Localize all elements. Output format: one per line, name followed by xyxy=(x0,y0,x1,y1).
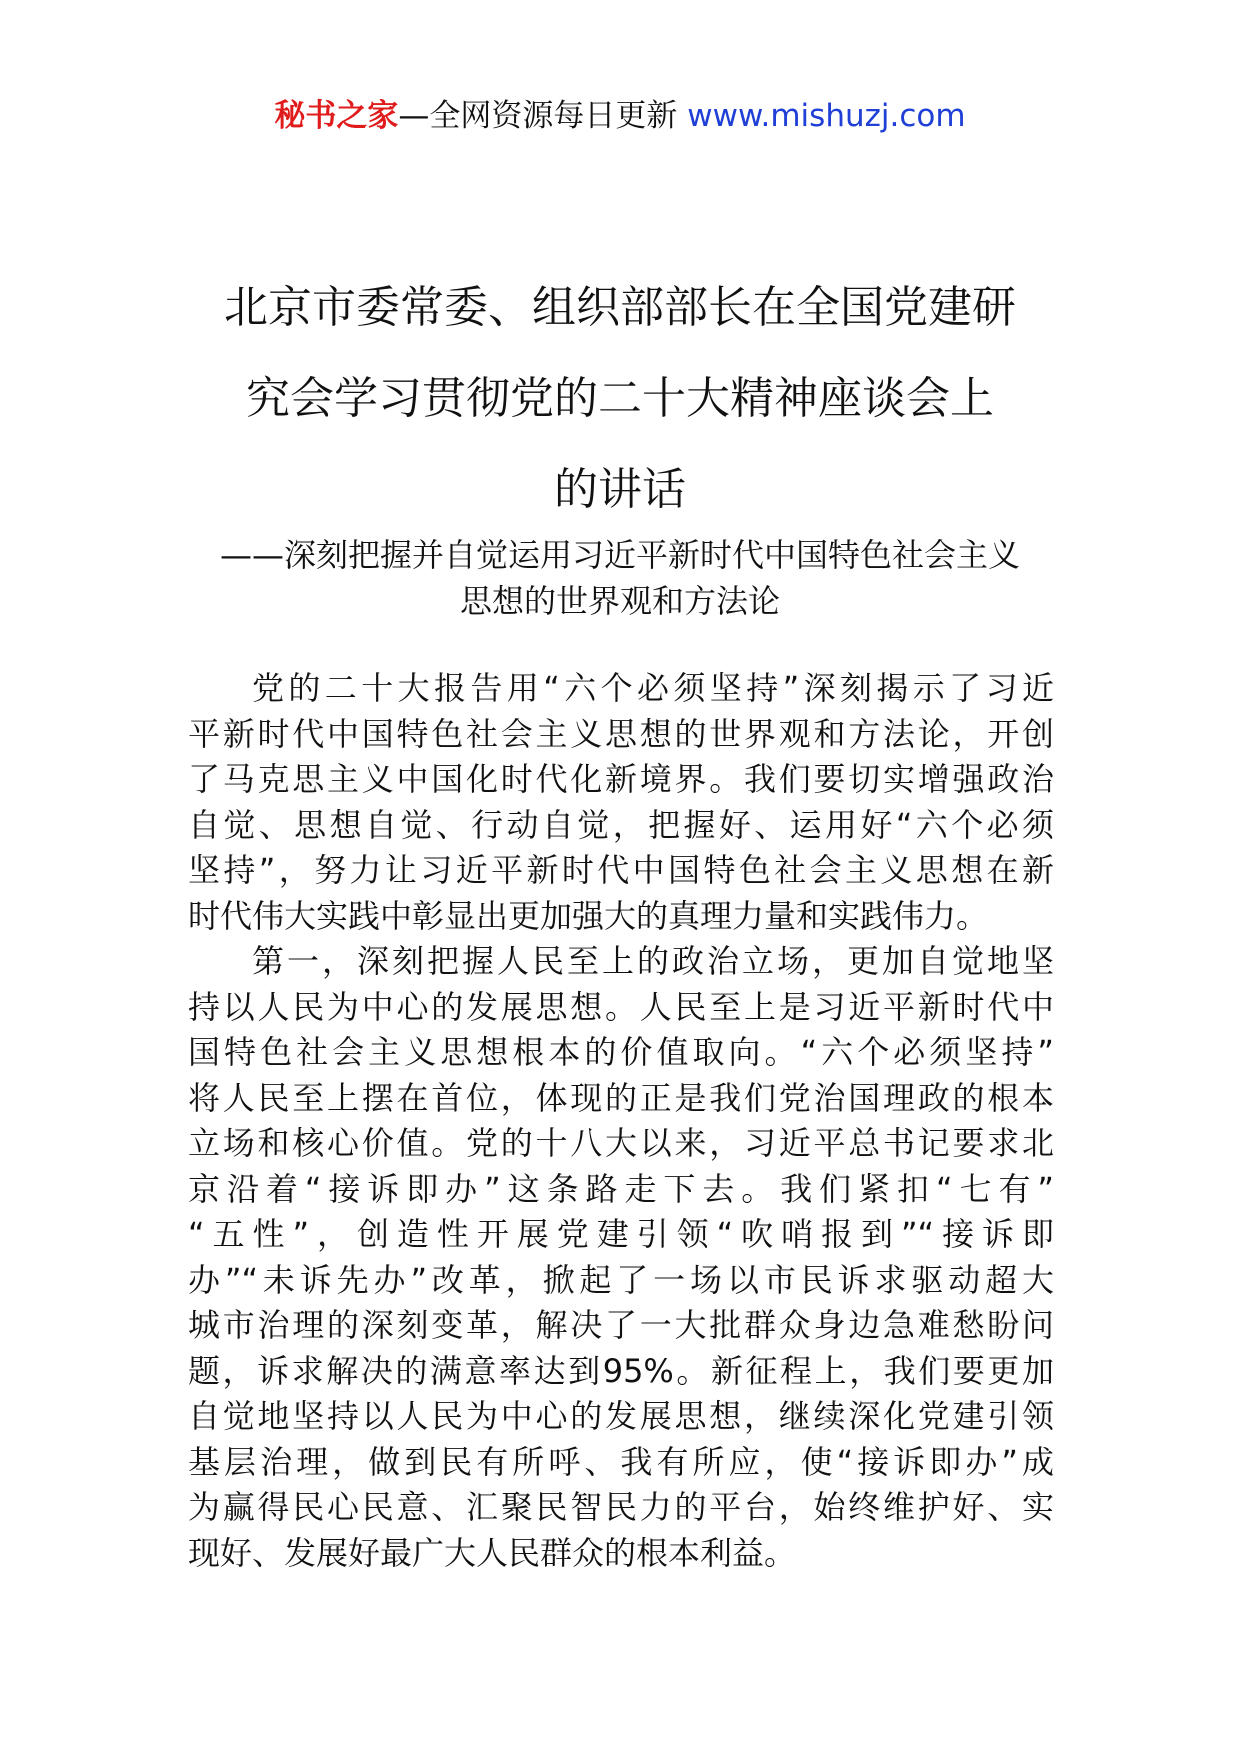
text-line: 党的二十大报告用“六个必须坚持”深刻揭示了习近 xyxy=(252,669,1054,707)
text-line: 城市治理的深刻变革，解决了一大批群众身边急难愁盼问 xyxy=(188,1306,1054,1344)
text-line: 现好、发展好最广大人民群众的根本利益。 xyxy=(188,1533,797,1572)
text-line: 持以人民为中心的发展思想。人民至上是习近平新时代中 xyxy=(188,987,1054,1026)
paragraph-first-point xyxy=(188,939,1054,1576)
text-line: “五性”，创造性开展党建引领“吹哨报到”“接诉即 xyxy=(188,1215,1054,1253)
subtitle-line: 思想的世界观和方法论 xyxy=(459,582,780,620)
site-url-link[interactable]: www.mishuzj.com xyxy=(687,98,966,134)
text-line: 将人民至上摆在首位，体现的正是我们党治国理政的根本 xyxy=(188,1078,1054,1117)
text-line: 了马克思主义中国化时代化新境界。我们要切实增强政治 xyxy=(188,760,1054,798)
text-line: 国特色社会主义思想根本的价值取向。“六个必须坚持” xyxy=(188,1033,1054,1071)
text-line: 平新时代中国特色社会主义思想的世界观和方法论，开创 xyxy=(188,714,1054,753)
subtitle-line: ——深刻把握并自觉运用习近平新时代中国特色社会主义 xyxy=(219,536,1020,574)
title-line: 的讲话 xyxy=(554,464,686,515)
text-line: 自觉地坚持以人民为中心的发展思想，继续深化党建引领 xyxy=(188,1397,1054,1435)
document-body xyxy=(188,666,1054,1576)
text-line: 自觉、思想自觉、行动自觉，把握好、运用好“六个必须 xyxy=(188,805,1054,844)
text-line: 时代伟大实践中彰显出更加强大的真理力量和实践伟力。 xyxy=(188,896,989,935)
text-line: 题，诉求解决的满意率达到95%。新征程上，我们要更加 xyxy=(188,1351,1054,1390)
brand-name: 秘书之家 xyxy=(274,98,399,134)
text-line: 坚持”，努力让习近平新时代中国特色社会主义思想在新 xyxy=(188,851,1054,889)
title-line: 北京市委常委、组织部部长在全国党建研 xyxy=(224,282,1016,333)
text-line: 京沿着“接诉即办”这条路走下去。我们紧扣“七有” xyxy=(188,1169,1054,1208)
text-line: 基层治理，做到民有所呼、我有所应，使“接诉即办”成 xyxy=(188,1442,1054,1481)
text-line: 办”“未诉先办”改革，掀起了一场以市民诉求驱动超大 xyxy=(188,1260,1054,1299)
paragraph-intro xyxy=(188,666,1054,939)
text-line: 为赢得民心民意、汇聚民智民力的平台，始终维护好、实 xyxy=(188,1488,1054,1526)
text-line: 立场和核心价值。党的十八大以来，习近平总书记要求北 xyxy=(188,1124,1054,1162)
title-line: 究会学习贯彻党的二十大精神座谈会上 xyxy=(246,373,994,424)
document-title xyxy=(180,262,1060,535)
header-slogan: —全网资源每日更新 xyxy=(398,98,678,134)
site-header xyxy=(0,96,1240,136)
document-subtitle xyxy=(180,532,1060,624)
text-line: 第一，深刻把握人民至上的政治立场，更加自觉地坚 xyxy=(252,942,1054,980)
